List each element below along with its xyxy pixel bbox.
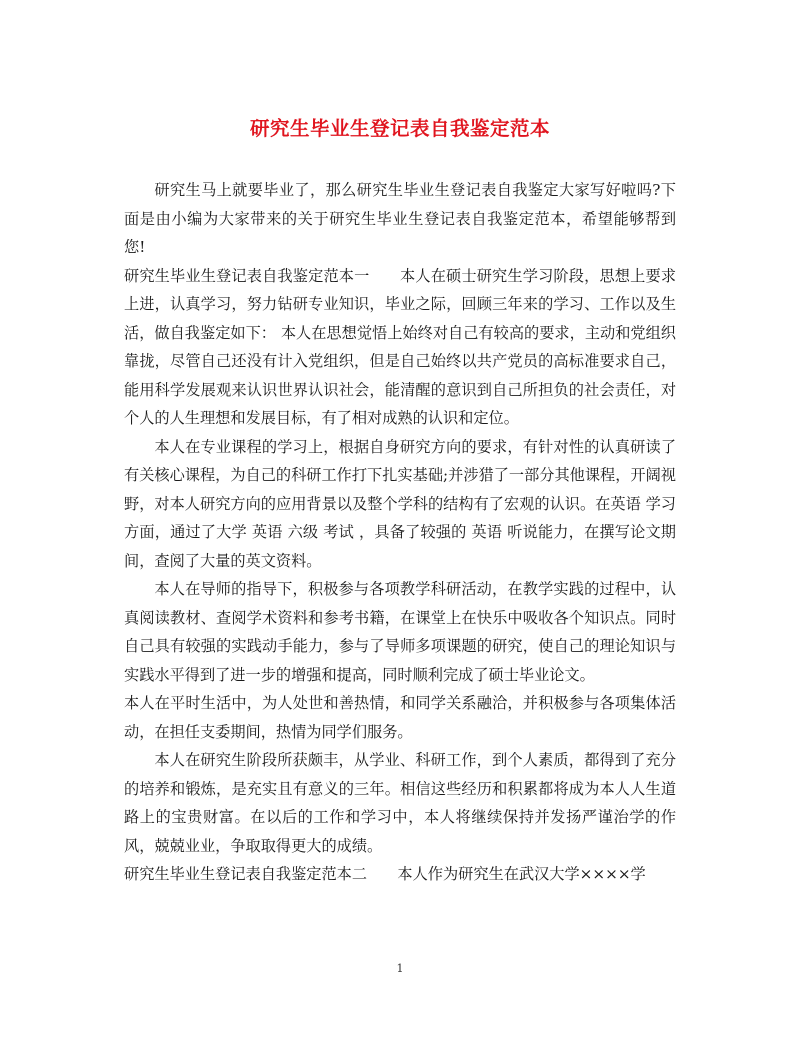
paragraph-intro <box>124 176 676 262</box>
section-heading: 研究生毕业生登记表自我鉴定范本二 <box>124 865 367 883</box>
page-number: 1 <box>396 962 404 975</box>
paragraph-sample-one <box>124 262 676 433</box>
paragraph-text: 研究生马上就要毕业了，那么研究生毕业生登记表自我鉴定大家写好啦吗?下面是由小编为大家带来的关于研究生毕业生登记表自我鉴定范本，希望能够帮到您! <box>124 181 676 256</box>
paragraph-sample-two <box>124 860 676 889</box>
document-title: 研究生毕业生登记表自我鉴定范本 <box>249 117 550 140</box>
paragraph-conclusion <box>124 746 676 860</box>
paragraph-text: 本人在专业课程的学习上，根据自身研究方向的要求，有针对性的认真研读了有关核心课程，为自己的科研工作打下扎实基础;并涉猎了一部分其他课程，开阔视野，对本人研究方向的应用背景以及整个学科的结构有了宏观的认识。在英语 学习方面，通过了大学 英语 六级 考试 ，具备了较强的 英语 听说能力，在撰写论文期间，查阅了大量的英文资料。 <box>124 437 676 570</box>
paragraph-text: 本人在研究生阶段所获颇丰，从学业、科研工作，到个人素质，都得到了充分的培养和锻炼，是充实且有意义的三年。相信这些经历和积累都将成为本人人生道路上的宝贵财富。在以后的工作和学习中，本人将继续保持并发扬严谨治学的作风，兢兢业业，争取取得更大的成绩。 <box>124 751 676 855</box>
document-body <box>124 176 676 889</box>
paragraph-coursework <box>124 433 676 576</box>
section-heading: 研究生毕业生登记表自我鉴定范本一 <box>124 266 370 285</box>
paragraph-life <box>124 689 676 746</box>
paragraph-text: 本人作为研究生在武汉大学××××学 <box>397 865 646 883</box>
paragraph-research <box>124 575 676 689</box>
paragraph-text: 本人在硕士研究生学习阶段，思想上要求上进，认真学习，努力钻研专业知识，毕业之际，回顾三年来的学习、工作以及生活，做自我鉴定如下： 本人在思想觉悟上始终对自己有较高的要求，主动和党组织靠拢，尽管自己还没有计入党组织，但是自己始终以共产党员的高标准要求自己，能用科学发展观来认识世界认识社会，能清醒的意识到自己所担负的社会责任，对个人的人生理想和发展目标，有了相对成熟的认识和定位。 <box>124 266 677 427</box>
paragraph-text: 本人在平时生活中，为人处世和善热情，和同学关系融洽，并积极参与各项集体活动，在担任支委期间，热情为同学们服务。 <box>124 694 676 741</box>
paragraph-text: 本人在导师的指导下，积极参与各项教学科研活动，在教学实践的过程中，认真阅读教材、查阅学术资料和参考书籍，在课堂上在快乐中吸收各个知识点。同时自己具有较强的实践动手能力，参与了导师多项课题的研究，使自己的理论知识与实践水平得到了进一步的增强和提高，同时顺利完成了硕士毕业论文。 <box>124 580 676 684</box>
